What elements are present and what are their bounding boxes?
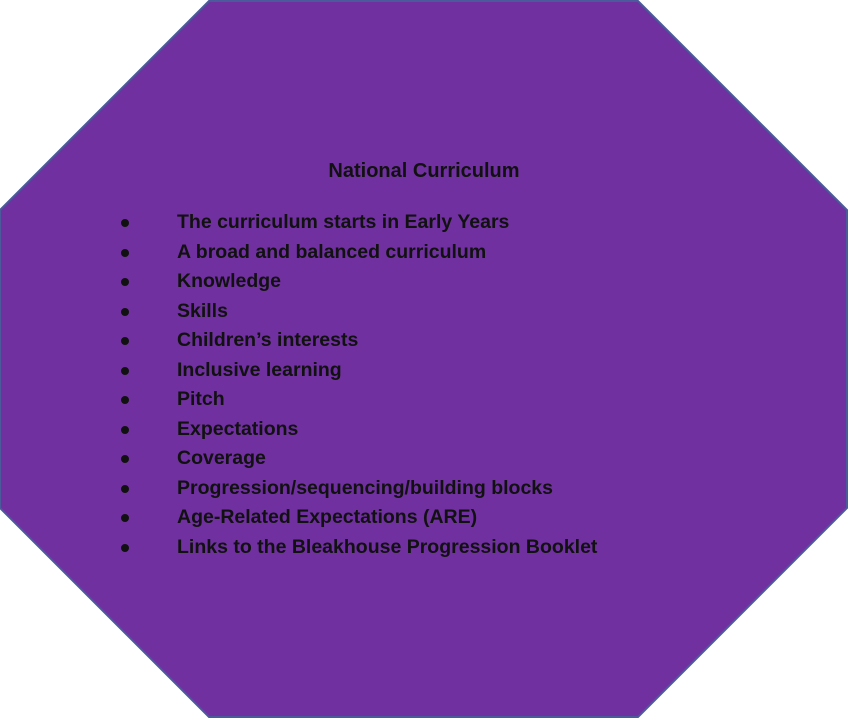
bullet-list <box>118 208 597 562</box>
list-item <box>118 297 597 327</box>
bullet-icon <box>121 249 129 257</box>
list-item <box>118 208 597 238</box>
list-item <box>118 533 597 563</box>
list-item <box>118 326 597 356</box>
list-item <box>118 415 597 445</box>
list-item-text: Age-Related Expectations (ARE) <box>177 506 478 528</box>
bullet-icon <box>121 426 129 434</box>
list-item-text: Progression/sequencing/building blocks <box>177 476 553 499</box>
bullet-icon <box>121 485 129 493</box>
list-item-text: Children’s interests <box>177 329 359 351</box>
bullet-icon <box>121 367 129 375</box>
list-item <box>118 267 597 297</box>
title-text: National Curriculum <box>328 160 520 182</box>
bullet-icon <box>121 308 129 316</box>
list-item-text: Coverage <box>177 447 266 469</box>
bullet-icon <box>121 514 129 522</box>
list-item <box>118 444 597 474</box>
list-item <box>118 385 597 415</box>
list-item-text: Links to the Bleakhouse Progression Booklet <box>177 535 598 558</box>
bullet-icon <box>121 455 129 463</box>
list-item-text: Inclusive learning <box>177 358 342 381</box>
list-item-text: Expectations <box>177 417 299 440</box>
bullet-icon <box>121 337 129 345</box>
list-item-text: Knowledge <box>177 270 282 292</box>
list-item-text: Pitch <box>177 388 225 410</box>
list-item-text: A broad and balanced curriculum <box>177 240 487 263</box>
title <box>0 160 848 183</box>
list-item-text: The curriculum starts in Early Years <box>177 211 510 233</box>
list-item-text: Skills <box>177 299 228 322</box>
bullet-icon <box>121 278 129 286</box>
list-item <box>118 503 597 533</box>
bullet-icon <box>121 219 129 227</box>
list-item <box>118 238 597 268</box>
list-item <box>118 474 597 504</box>
list-item <box>118 356 597 386</box>
bullet-icon <box>121 544 129 552</box>
bullet-icon <box>121 396 129 404</box>
